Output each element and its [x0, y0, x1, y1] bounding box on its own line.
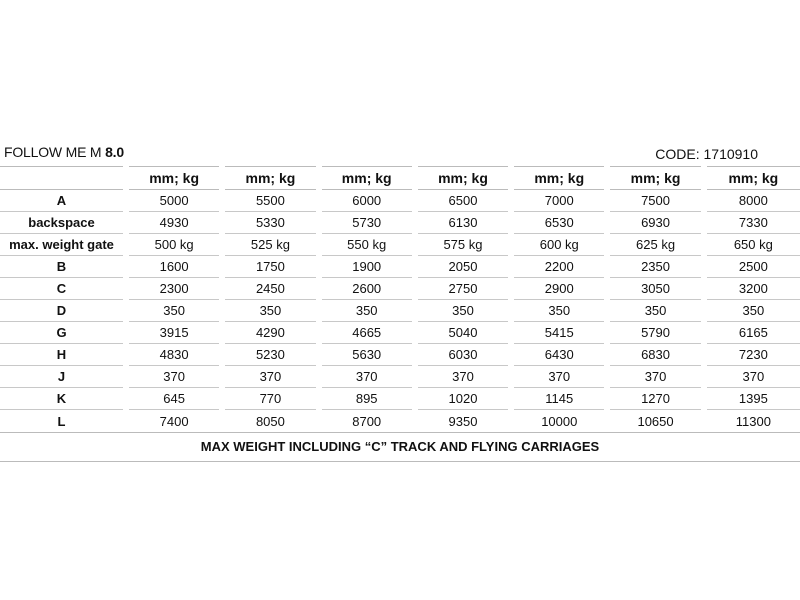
table-cell: 2500: [704, 256, 800, 278]
table-cell: 8700: [319, 410, 415, 433]
unit-header-cell: mm; kg: [607, 167, 703, 190]
table-row: [0, 234, 800, 256]
table-cell: 6000: [319, 190, 415, 212]
table-cell: 5330: [222, 212, 318, 234]
title-version: 8.0: [105, 144, 124, 160]
table-row: [0, 256, 800, 278]
document-title: [4, 144, 124, 160]
table-cell: 6930: [607, 212, 703, 234]
table-cell: 10000: [511, 410, 607, 433]
table-cell: 500 kg: [126, 234, 222, 256]
table-cell: 5230: [222, 344, 318, 366]
table-cell: 2350: [607, 256, 703, 278]
row-label: L: [0, 410, 126, 433]
table-cell: 5040: [415, 322, 511, 344]
table-cell: 1020: [415, 388, 511, 410]
table-cell: 5790: [607, 322, 703, 344]
table-cell: 370: [704, 366, 800, 388]
unit-header-cell: mm; kg: [704, 167, 800, 190]
table-cell: 3915: [126, 322, 222, 344]
row-label: C: [0, 278, 126, 300]
table-cell: 2900: [511, 278, 607, 300]
table-cell: 3050: [607, 278, 703, 300]
table-cell: 895: [319, 388, 415, 410]
row-label: D: [0, 300, 126, 322]
table-cell: 645: [126, 388, 222, 410]
table-cell: 1750: [222, 256, 318, 278]
title-model: FOLLOW ME M: [4, 144, 102, 160]
table-row: [0, 410, 800, 433]
table-cell: 9350: [415, 410, 511, 433]
table-cell: 350: [415, 300, 511, 322]
table-cell: 6430: [511, 344, 607, 366]
table-cell: 575 kg: [415, 234, 511, 256]
table-cell: 370: [607, 366, 703, 388]
table-row: [0, 388, 800, 410]
table-cell: 770: [222, 388, 318, 410]
table-cell: 1145: [511, 388, 607, 410]
table-row: [0, 300, 800, 322]
product-code: CODE: 1710910: [655, 146, 758, 162]
table-cell: 370: [415, 366, 511, 388]
table-cell: 370: [126, 366, 222, 388]
table-cell: 4830: [126, 344, 222, 366]
table-cell: 5730: [319, 212, 415, 234]
table-row: [0, 366, 800, 388]
table-cell: 4665: [319, 322, 415, 344]
table-cell: 11300: [704, 410, 800, 433]
row-label: H: [0, 344, 126, 366]
table-cell: 525 kg: [222, 234, 318, 256]
table-cell: 3200: [704, 278, 800, 300]
table-cell: 6130: [415, 212, 511, 234]
unit-header-cell: mm; kg: [319, 167, 415, 190]
header-empty-cell: [0, 167, 126, 190]
footer-note: MAX WEIGHT INCLUDING “C” TRACK AND FLYING CARRIAGES: [0, 432, 800, 462]
table-cell: 7400: [126, 410, 222, 433]
table-cell: 6530: [511, 212, 607, 234]
table-cell: 2050: [415, 256, 511, 278]
spec-table: [0, 166, 800, 433]
table-cell: 2600: [319, 278, 415, 300]
table-row: [0, 278, 800, 300]
table-cell: 550 kg: [319, 234, 415, 256]
table-cell: 625 kg: [607, 234, 703, 256]
table-cell: 600 kg: [511, 234, 607, 256]
unit-header-cell: mm; kg: [511, 167, 607, 190]
unit-header-row: [0, 167, 800, 190]
table-cell: 650 kg: [704, 234, 800, 256]
table-cell: 7500: [607, 190, 703, 212]
row-label: B: [0, 256, 126, 278]
table-cell: 8050: [222, 410, 318, 433]
unit-header-cell: mm; kg: [222, 167, 318, 190]
table-row: [0, 212, 800, 234]
table-cell: 6165: [704, 322, 800, 344]
table-cell: 350: [607, 300, 703, 322]
table-cell: 2200: [511, 256, 607, 278]
table-cell: 5000: [126, 190, 222, 212]
row-label: backspace: [0, 212, 126, 234]
table-cell: 350: [222, 300, 318, 322]
table-cell: 6030: [415, 344, 511, 366]
table-cell: 5500: [222, 190, 318, 212]
table-cell: 370: [319, 366, 415, 388]
row-label: K: [0, 388, 126, 410]
table-cell: 1600: [126, 256, 222, 278]
table-row: [0, 322, 800, 344]
table-cell: 6500: [415, 190, 511, 212]
table-cell: 350: [319, 300, 415, 322]
table-cell: 5630: [319, 344, 415, 366]
table-cell: 350: [704, 300, 800, 322]
row-label: A: [0, 190, 126, 212]
table-cell: 6830: [607, 344, 703, 366]
table-cell: 370: [511, 366, 607, 388]
table-cell: 7000: [511, 190, 607, 212]
table-cell: 4930: [126, 212, 222, 234]
table-cell: 7230: [704, 344, 800, 366]
table-cell: 1395: [704, 388, 800, 410]
table-cell: 10650: [607, 410, 703, 433]
table-cell: 370: [222, 366, 318, 388]
unit-header-cell: mm; kg: [126, 167, 222, 190]
row-label: G: [0, 322, 126, 344]
table-cell: 350: [126, 300, 222, 322]
table-cell: 5415: [511, 322, 607, 344]
row-label: max. weight gate: [0, 234, 126, 256]
table-cell: 2450: [222, 278, 318, 300]
table-cell: 1270: [607, 388, 703, 410]
table-row: [0, 190, 800, 212]
table-row: [0, 344, 800, 366]
table-cell: 350: [511, 300, 607, 322]
table-cell: 1900: [319, 256, 415, 278]
table-cell: 4290: [222, 322, 318, 344]
table-cell: 2750: [415, 278, 511, 300]
table-cell: 7330: [704, 212, 800, 234]
row-label: J: [0, 366, 126, 388]
title-row: [4, 144, 794, 166]
unit-header-cell: mm; kg: [415, 167, 511, 190]
table-cell: 8000: [704, 190, 800, 212]
table-cell: 2300: [126, 278, 222, 300]
